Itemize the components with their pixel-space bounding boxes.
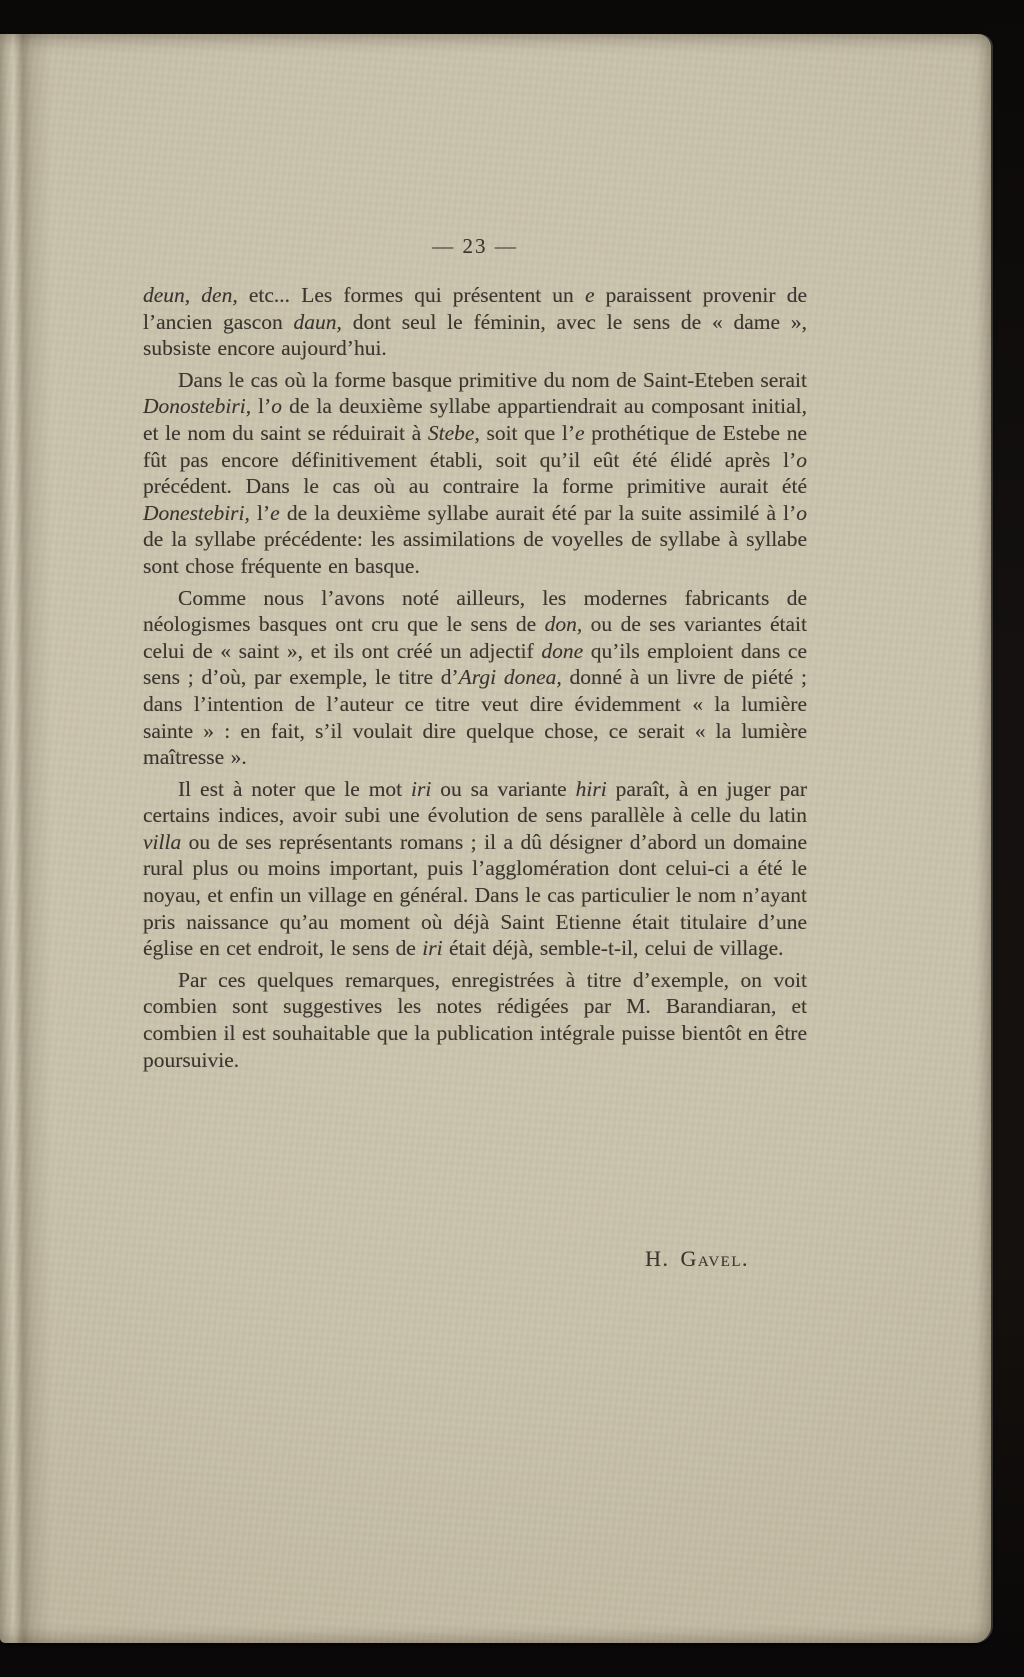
paragraph: Il est à noter que le mot iri ou sa variante hiri paraît, à en juger par certains indices, avoir subi une évolution de sens parallèle à celle du latin villa ou de ses représentants romans ; il a dû désigner d’abord un domaine rural plus ou moins important, puis l’agglomération dont celui-ci a été le noyau, et enfin un village en général. Dans le cas particulier le nom n’ayant pris naissance qu’au moment où déjà Saint Etienne était titulaire d’une église en cet endroit, le sens de iri était déjà, semble-t-il, celui de village. [143,776,807,961]
paragraph: deun, den, etc... Les formes qui présentent un e paraissent provenir de l’ancien gascon daun, dont seul le féminin, avec le sens de « dame », subsiste encore aujourd’hui. [143,283,807,361]
book-page [0,34,991,1643]
paragraph: Comme nous l’avons noté ailleurs, les modernes fabricants de néologismes basques ont cru que le sens de don, ou de ses variantes était celui de « saint », et ils ont créé un adjectif done qu’ils emploient dans ce sens ; d’où, par exemple, le titre d’Argi donea, donné à un livre de piété ; dans l’intention de l’auteur ce titre veut dire évidemment « la lumière sainte » : en fait, s’il voulait dire quelque chose, ce serait « la lumière maîtresse ». [143,585,807,770]
paragraph: Dans le cas où la forme basque primitive du nom de Saint-Eteben serait Donostebiri, l’o de la deuxième syllabe appartiendrait au composant initial, et le nom du saint se réduirait à Stebe, soit que l’e prothétique de Estebe ne fût pas encore définitivement établi, soit qu’il eût été élidé après l’o précédent. Dans le cas où au contraire la forme primitive aurait été Donestebiri, l’e de la deuxième syllabe aurait été par la suite assimilé à l’o de la syllabe précédente: les assimilations de voyelles de syllabe à syllabe sont chose fréquente en basque. [143,367,807,578]
page-number: — 23 — [432,234,518,258]
paragraph: Par ces quelques remarques, enregistrées à titre d’exemple, on voit combien sont suggestives les notes rédigées par M. Barandiaran, et combien il est souhaitable que la publication intégrale puisse bientôt en être poursuivie. [143,967,807,1072]
text-block [143,282,807,1078]
binding-crease [0,34,52,1643]
signature: H. Gavel. [645,1246,749,1271]
